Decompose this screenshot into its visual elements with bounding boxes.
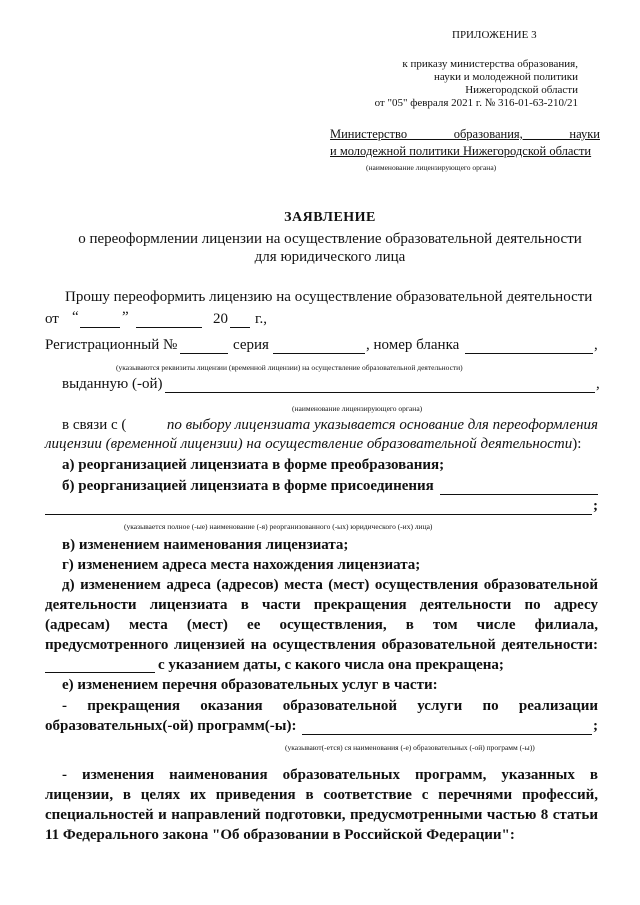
option-d-line-1[interactable]: д) изменением адреса (адресов) места (мест) осуществления образовательной (62, 577, 598, 593)
issued-by-field[interactable] (165, 392, 595, 393)
quote-open: “ (72, 309, 79, 325)
order-reference (375, 58, 578, 110)
option-e1-programs-field[interactable] (302, 734, 592, 735)
order-line: Нижегородской области (465, 84, 578, 96)
option-e1-line-1[interactable]: - прекращения оказания образовательной услуги по реализации (62, 698, 598, 714)
order-line: науки и молодежной политики (434, 71, 578, 83)
request-text: Прошу переоформить лицензию на осуществление образовательной деятельности (65, 289, 593, 305)
reason-end: ): (572, 436, 582, 452)
reg-caption: (указываются реквизиты лицензии (временной лицензии) на осуществление образовательной деятельности) (116, 363, 463, 372)
option-b-semicolon: ; (593, 498, 598, 514)
reason-prefix: в связи с ( (62, 417, 127, 433)
option-e[interactable]: е) изменением перечня образовательных услуг в части: (62, 677, 438, 693)
day-field[interactable] (80, 327, 120, 328)
option-g[interactable]: г) изменением адреса места нахождения лицензиата; (62, 557, 421, 573)
option-e1-line-2: образовательных(-ой) программ(-ы): (45, 718, 297, 734)
order-line: к приказу министерства образования, (402, 58, 578, 70)
option-b-field-1[interactable] (440, 494, 598, 495)
reason-instruction: по выбору лицензиата указывается основание для переоформления (166, 417, 598, 433)
recipient-caption: (наименование лицензирующего органа) (366, 163, 497, 172)
option-e1-caption: (указывают(-ется) ся наименования (-е) образовательных (-ой) программ (-ы)) (285, 743, 535, 752)
reg-number-field[interactable] (180, 353, 228, 354)
option-e2-line-4: 11 Федерального закона "Об образовании в Российской Федерации": (45, 827, 515, 843)
year-field[interactable] (230, 327, 250, 328)
recipient-line-1: Министерство образования, науки (330, 127, 600, 141)
option-e2-line-1[interactable]: - изменения наименования образовательных программ, указанных в (62, 767, 598, 783)
blank-number-field[interactable] (465, 353, 593, 354)
option-v[interactable]: в) изменением наименования лицензиата; (62, 537, 349, 553)
option-b-field-2[interactable] (45, 514, 592, 515)
order-line: от "05" февраля 2021 г. № 316-01-63-210/21 (374, 97, 578, 109)
issued-label: выданную (-ой) (62, 376, 163, 392)
year-prefix: 20 (213, 311, 228, 327)
reg-number-label: Регистрационный № (45, 337, 178, 353)
reason-instruction-cont: лицензии (временной лицензии) на осуществление образовательной деятельности (45, 436, 573, 452)
option-d-line-3: (адресам) места (мест) ее осуществления, в том числе филиала, (45, 617, 598, 633)
year-suffix: г., (255, 311, 267, 327)
document-subtitle-2: для юридического лица (254, 249, 406, 265)
option-d-last: с указанием даты, с какого числа она прекращена; (158, 657, 504, 673)
option-b-caption: (указывается полное (-ые) наименование (-я) реорганизованного (-ых) юридического (-их) лица) (124, 522, 433, 531)
month-field[interactable] (136, 327, 202, 328)
option-e2-line-2: лицензии, в целях их приведения в соответствие с перечнями профессий, (45, 787, 598, 803)
reason-line-1 (62, 417, 598, 434)
series-label: серия (233, 337, 269, 353)
option-d-address-field[interactable] (45, 672, 155, 673)
issued-caption: (наименование лицензирующего органа) (292, 404, 423, 413)
option-e2-line-3: специальностей и направлений подготовки, предусмотренными частью 8 статьи (45, 807, 598, 823)
reg-comma: , (594, 337, 598, 353)
issued-comma: , (596, 376, 600, 392)
blank-number-label: , номер бланка (366, 337, 460, 353)
option-a[interactable]: а) реорганизацией лицензиата в форме преобразования; (62, 457, 445, 473)
date-from-label: от (45, 311, 59, 327)
recipient-line-2: и молодежной политики Нижегородской области (330, 144, 592, 158)
reason-line-2 (45, 436, 581, 453)
option-e1-semicolon: ; (593, 718, 598, 734)
document-title: ЗАЯВЛЕНИЕ (284, 210, 376, 225)
quote-close: ” (122, 309, 129, 325)
series-field[interactable] (273, 353, 365, 354)
option-b[interactable]: б) реорганизацией лицензиата в форме присоединения (62, 478, 434, 494)
appendix-number: ПРИЛОЖЕНИЕ 3 (452, 29, 537, 41)
option-d-line-4: предусмотренного лицензией на осуществления образовательной деятельности: (45, 637, 598, 653)
option-d-line-2: деятельности лицензиата в части прекращения деятельности по адресу (45, 597, 598, 613)
document-subtitle-1: о переоформлении лицензии на осуществление образовательной деятельности (78, 231, 582, 247)
